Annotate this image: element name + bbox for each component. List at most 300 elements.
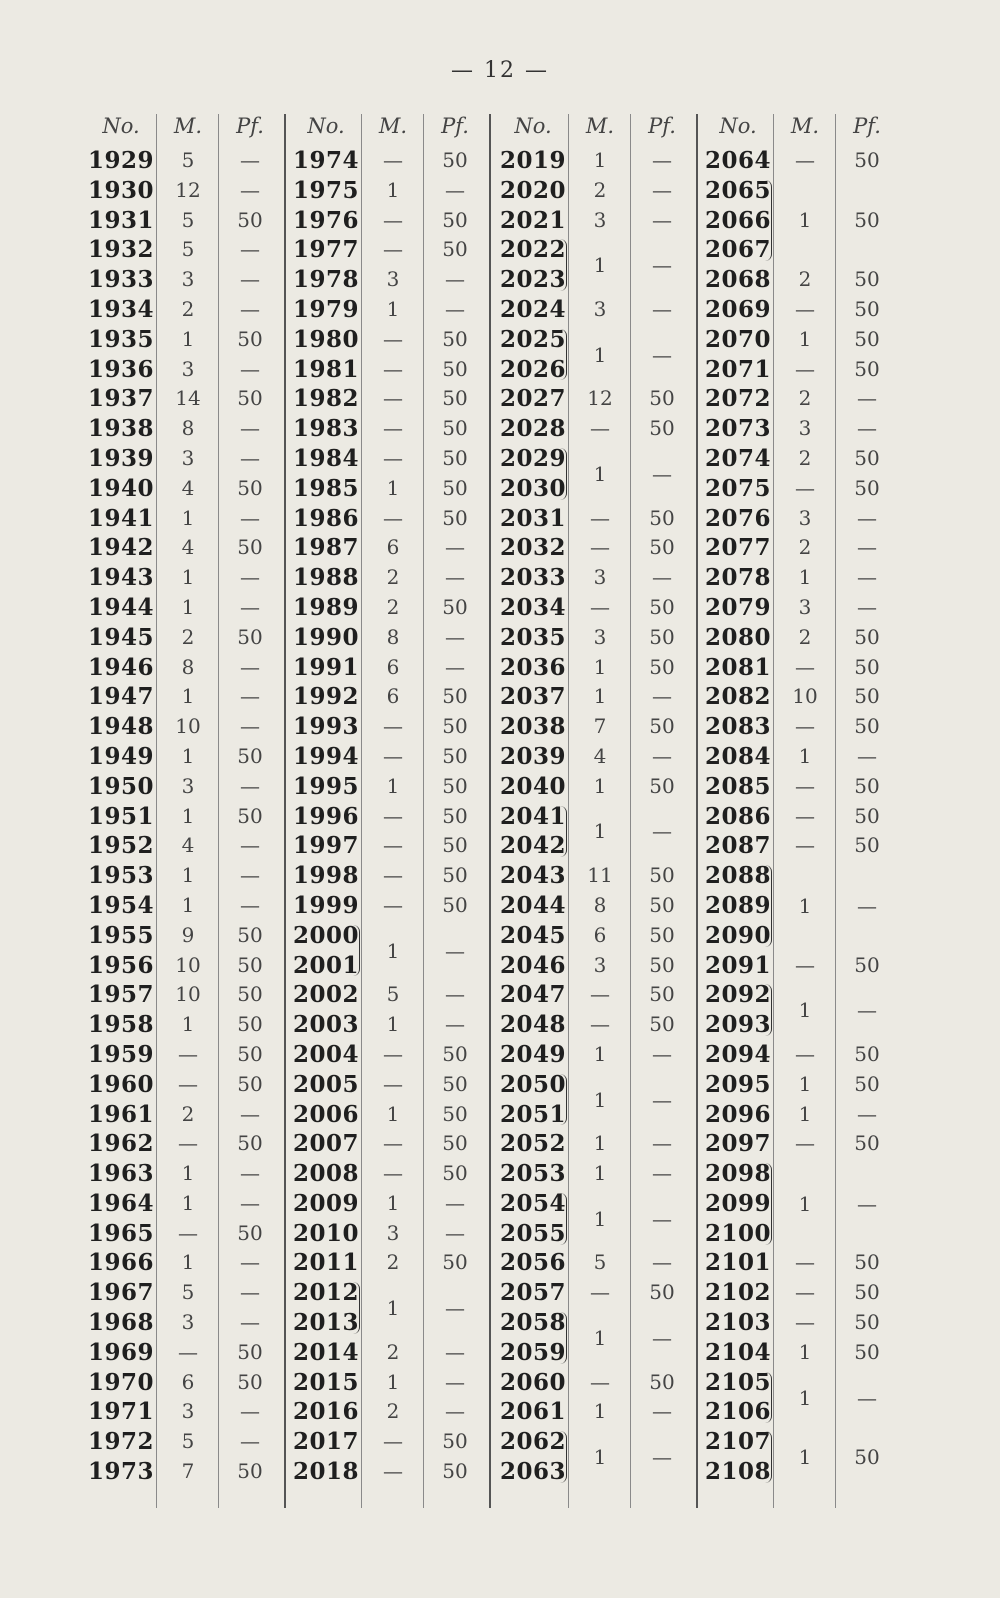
amount-pfennig: — [652, 177, 672, 202]
amount-marks: 12 [175, 177, 201, 202]
table-row [86, 1308, 291, 1338]
table-row [86, 831, 291, 861]
entry-number: 1963 [87, 1160, 154, 1188]
table-row [86, 1427, 291, 1457]
table-row [703, 414, 908, 444]
amount-pfennig: 50 [237, 1071, 263, 1096]
amount-marks: 1 [798, 743, 812, 768]
amount-marks: 3 [181, 773, 195, 798]
table-row [498, 533, 703, 563]
entry-number: 2105 [704, 1368, 771, 1396]
table-row [86, 146, 291, 176]
amount-marks: 5 [181, 237, 195, 262]
amount-pfennig: 50 [854, 833, 880, 858]
amount-pfennig: — [857, 594, 877, 619]
entry-number: 2040 [499, 772, 566, 800]
amount-pfennig: — [445, 1190, 465, 1215]
entry-number: 1985 [292, 474, 359, 502]
amount-pfennig: — [240, 714, 260, 739]
table-row [703, 1129, 908, 1159]
amount-pfennig: — [445, 1012, 465, 1037]
entry-number: 2082 [704, 683, 771, 711]
table-row [703, 653, 908, 683]
entry-number: 2070 [704, 325, 771, 353]
table-row [86, 712, 291, 742]
entry-number: 2044 [499, 891, 566, 919]
entry-number: 1957 [87, 981, 154, 1009]
amount-pfennig: 50 [649, 773, 675, 798]
entry-number: 2028 [499, 415, 566, 443]
amount-marks: 3 [798, 416, 812, 441]
table-row [498, 295, 703, 325]
table-row [703, 474, 908, 504]
amount-pfennig: 50 [649, 892, 675, 917]
table-row [86, 533, 291, 563]
entry-number: 2072 [704, 385, 771, 413]
table-row [498, 1248, 703, 1278]
amount-marks: — [383, 207, 403, 232]
amount-pfennig: — [445, 267, 465, 292]
amount-marks: 1 [386, 773, 400, 798]
entry-number: 2030 [499, 474, 566, 502]
entry-number: 2031 [499, 504, 566, 532]
table-row [291, 384, 496, 414]
entry-number: 1956 [87, 951, 154, 979]
entry-number: 1937 [87, 385, 154, 413]
amount-pfennig: 50 [442, 743, 468, 768]
amount-pfennig: — [857, 386, 877, 411]
table-row [498, 563, 703, 593]
entry-number: 2052 [499, 1130, 566, 1158]
group-amount-pfennig: — [652, 1445, 672, 1470]
entry-number: 2090 [704, 921, 771, 949]
amount-marks: 1 [593, 1399, 607, 1424]
table-row [498, 623, 703, 653]
amount-marks: — [590, 1012, 610, 1037]
entry-number: 1955 [87, 921, 154, 949]
amount-pfennig: 50 [854, 1280, 880, 1305]
table-row [498, 593, 703, 623]
amount-pfennig: — [240, 445, 260, 470]
group-amount-pfennig: — [652, 819, 672, 844]
amount-marks: 2 [386, 594, 400, 619]
amount-pfennig: — [445, 982, 465, 1007]
amount-marks: 2 [798, 267, 812, 292]
group-amount-marks: 1 [798, 1445, 812, 1470]
group-amount-pfennig: — [652, 461, 672, 486]
entry-number: 1931 [87, 206, 154, 234]
entry-number: 2093 [704, 1011, 771, 1039]
amount-pfennig: — [240, 356, 260, 381]
amount-pfennig: — [240, 1310, 260, 1335]
group-amount-pfennig: — [652, 1325, 672, 1350]
entry-number: 1993 [292, 713, 359, 741]
table-rows [291, 146, 496, 1487]
entry-number: 2078 [704, 564, 771, 592]
entry-number: 2022 [499, 236, 566, 264]
amount-marks: 2 [386, 1399, 400, 1424]
amount-pfennig: — [445, 1220, 465, 1245]
entry-number: 1996 [292, 802, 359, 830]
amount-pfennig: 50 [649, 982, 675, 1007]
amount-marks: 2 [181, 296, 195, 321]
table-row [291, 593, 496, 623]
table-row [703, 1338, 908, 1368]
header-m: M. [585, 114, 615, 138]
amount-pfennig: 50 [854, 445, 880, 470]
amount-marks: 1 [181, 743, 195, 768]
amount-pfennig: 50 [237, 743, 263, 768]
table-row [86, 1457, 291, 1487]
amount-pfennig: 50 [237, 624, 263, 649]
amount-marks: — [383, 1161, 403, 1186]
entry-number: 1997 [292, 832, 359, 860]
entry-number: 2088 [704, 862, 771, 890]
entry-number: 1948 [87, 713, 154, 741]
header-pf: Pf. [648, 114, 676, 138]
table-row [291, 1248, 496, 1278]
amount-marks: — [590, 1280, 610, 1305]
entry-number: 2042 [499, 832, 566, 860]
amount-pfennig: 50 [442, 326, 468, 351]
entry-number: 2085 [704, 772, 771, 800]
amount-pfennig: 50 [237, 1369, 263, 1394]
table-row [291, 1100, 496, 1130]
entry-number: 2038 [499, 713, 566, 741]
amount-marks: — [795, 773, 815, 798]
amount-marks: 3 [798, 505, 812, 530]
entry-number: 1958 [87, 1011, 154, 1039]
table-row [291, 802, 496, 832]
entry-number: 2064 [704, 147, 771, 174]
amount-marks: 6 [593, 922, 607, 947]
amount-marks: 2 [181, 1101, 195, 1126]
amount-pfennig: 50 [237, 1339, 263, 1364]
amount-pfennig: 50 [237, 535, 263, 560]
amount-pfennig: 50 [442, 1459, 468, 1484]
amount-pfennig: 50 [649, 922, 675, 947]
amount-pfennig: — [652, 1131, 672, 1156]
amount-marks: — [795, 1310, 815, 1335]
group-brace [560, 1193, 567, 1245]
amount-pfennig: 50 [442, 684, 468, 709]
amount-pfennig: 50 [237, 1459, 263, 1484]
amount-pfennig: 50 [442, 714, 468, 739]
table-row [498, 712, 703, 742]
amount-pfennig: 50 [237, 207, 263, 232]
amount-marks: 1 [386, 1012, 400, 1037]
amount-pfennig: 50 [237, 1220, 263, 1245]
entry-number: 2027 [499, 385, 566, 413]
table-row [291, 861, 496, 891]
table-row [291, 1397, 496, 1427]
table-row [291, 146, 496, 176]
amount-pfennig: 50 [854, 296, 880, 321]
entry-number: 2010 [292, 1219, 359, 1247]
entry-number: 1980 [292, 325, 359, 353]
table-row [498, 1159, 703, 1189]
table-row [86, 474, 291, 504]
group-amount-pfennig: — [652, 342, 672, 367]
amount-marks: — [383, 1459, 403, 1484]
amount-pfennig: 50 [649, 594, 675, 619]
entry-number: 1944 [87, 593, 154, 621]
amount-marks: 8 [181, 654, 195, 679]
group-amount-pfennig: 50 [854, 1445, 880, 1470]
amount-pfennig: — [445, 1339, 465, 1364]
entry-number: 2011 [292, 1249, 359, 1277]
entry-number: 2092 [704, 981, 771, 1009]
entry-number: 2071 [704, 355, 771, 383]
entry-number: 2019 [499, 147, 566, 174]
entry-number: 2009 [292, 1189, 359, 1217]
entry-number: 2014 [292, 1338, 359, 1366]
table-row [86, 563, 291, 593]
entry-number: 2017 [292, 1428, 359, 1456]
entry-number: 1942 [87, 534, 154, 562]
entry-number: 1984 [292, 444, 359, 472]
entry-number: 2086 [704, 802, 771, 830]
table-row [703, 295, 908, 325]
amount-marks: 1 [181, 803, 195, 828]
amount-pfennig: 50 [442, 1131, 468, 1156]
header-pf: Pf. [853, 114, 881, 138]
amount-pfennig: 50 [442, 356, 468, 381]
table-row [86, 802, 291, 832]
amount-marks: 4 [181, 475, 195, 500]
amount-pfennig: 50 [649, 1369, 675, 1394]
amount-marks: — [383, 1041, 403, 1066]
amount-pfennig: — [652, 743, 672, 768]
table-row [291, 712, 496, 742]
amount-marks: 6 [386, 654, 400, 679]
amount-marks: 2 [798, 386, 812, 411]
amount-pfennig: — [652, 1161, 672, 1186]
amount-pfennig: — [240, 177, 260, 202]
table-row [291, 504, 496, 534]
amount-marks: 2 [386, 1250, 400, 1275]
entry-number: 2068 [704, 266, 771, 294]
entry-number: 1950 [87, 772, 154, 800]
group-amount-pfennig: — [445, 938, 465, 963]
group-amount-marks: 1 [798, 893, 812, 918]
amount-marks: 3 [593, 624, 607, 649]
table-block-3 [498, 108, 703, 1508]
table-row [703, 1248, 908, 1278]
amount-pfennig: 50 [854, 714, 880, 739]
amount-pfennig: 50 [854, 1071, 880, 1096]
amount-marks: 1 [386, 296, 400, 321]
entry-number: 2013 [292, 1309, 359, 1337]
entry-number: 2067 [704, 236, 771, 264]
amount-marks: 6 [181, 1369, 195, 1394]
amount-marks: — [383, 1429, 403, 1454]
amount-marks: 4 [181, 833, 195, 858]
table-block-1 [86, 108, 291, 1508]
entry-number: 1973 [87, 1458, 154, 1486]
entry-number: 2043 [499, 862, 566, 890]
amount-pfennig: 50 [442, 386, 468, 411]
table-row [291, 533, 496, 563]
group-amount-pfennig: 50 [854, 208, 880, 233]
entry-number: 2053 [499, 1160, 566, 1188]
amount-pfennig: — [240, 654, 260, 679]
entry-number: 2034 [499, 593, 566, 621]
amount-pfennig: 50 [237, 475, 263, 500]
table-block-2 [291, 108, 496, 1508]
amount-marks: 1 [181, 505, 195, 530]
entry-number: 2033 [499, 564, 566, 592]
group-brace [765, 180, 772, 261]
entry-number: 1961 [87, 1100, 154, 1128]
entry-number: 2065 [704, 176, 771, 204]
amount-pfennig: 50 [237, 386, 263, 411]
group-amount-pfennig: — [857, 1385, 877, 1410]
amount-marks: — [383, 863, 403, 888]
amount-marks: 5 [181, 1429, 195, 1454]
table-row [291, 325, 496, 355]
entry-number: 2108 [704, 1458, 771, 1486]
amount-pfennig: 50 [237, 1041, 263, 1066]
header-pf: Pf. [441, 114, 469, 138]
entry-number: 2055 [499, 1219, 566, 1247]
number-table [86, 108, 908, 1508]
amount-marks: — [795, 714, 815, 739]
entry-number: 1981 [292, 355, 359, 383]
amount-marks: 1 [798, 1071, 812, 1096]
amount-pfennig: — [445, 535, 465, 560]
amount-pfennig: 50 [854, 1131, 880, 1156]
table-row [291, 355, 496, 385]
entry-number: 2081 [704, 653, 771, 681]
amount-pfennig: 50 [649, 535, 675, 560]
entry-number: 2094 [704, 1040, 771, 1068]
amount-marks: — [383, 148, 403, 172]
amount-pfennig: — [445, 624, 465, 649]
table-row [498, 891, 703, 921]
entry-number: 2069 [704, 295, 771, 323]
amount-marks: 10 [175, 714, 201, 739]
entry-number: 2062 [499, 1428, 566, 1456]
group-amount-marks: 1 [593, 342, 607, 367]
amount-pfennig: 50 [649, 505, 675, 530]
table-row [703, 623, 908, 653]
entry-number: 2104 [704, 1338, 771, 1366]
amount-marks: 5 [386, 982, 400, 1007]
entry-number: 2073 [704, 415, 771, 443]
group-brace [353, 1282, 360, 1334]
amount-pfennig: 50 [649, 1012, 675, 1037]
amount-pfennig: — [445, 296, 465, 321]
table-row [86, 951, 291, 981]
amount-pfennig: 50 [854, 773, 880, 798]
amount-marks: 1 [798, 1101, 812, 1126]
amount-pfennig: 50 [649, 386, 675, 411]
table-row [291, 653, 496, 683]
entry-number: 2012 [292, 1279, 359, 1307]
header-m: M. [378, 114, 408, 138]
amount-marks: — [795, 1280, 815, 1305]
table-row [498, 414, 703, 444]
amount-pfennig: 50 [854, 803, 880, 828]
entry-number: 1960 [87, 1070, 154, 1098]
group-amount-marks: 1 [593, 1325, 607, 1350]
amount-pfennig: 50 [442, 475, 468, 500]
entry-number: 2048 [499, 1011, 566, 1039]
amount-pfennig: — [857, 743, 877, 768]
table-row [86, 1159, 291, 1189]
amount-pfennig: 50 [237, 922, 263, 947]
entry-number: 1991 [292, 653, 359, 681]
table-row [291, 295, 496, 325]
entry-number: 2060 [499, 1368, 566, 1396]
amount-marks: — [383, 237, 403, 262]
group-amount-pfennig: — [857, 893, 877, 918]
entry-number: 1972 [87, 1428, 154, 1456]
amount-pfennig: 50 [237, 1131, 263, 1156]
amount-pfennig: 50 [649, 714, 675, 739]
amount-marks: 3 [386, 267, 400, 292]
table-row [703, 1070, 908, 1100]
amount-marks: 5 [181, 148, 195, 172]
entry-number: 2076 [704, 504, 771, 532]
amount-marks: — [383, 326, 403, 351]
entry-number: 1995 [292, 772, 359, 800]
table-row [703, 355, 908, 385]
amount-pfennig: — [445, 1369, 465, 1394]
table-row [291, 265, 496, 295]
amount-pfennig: 50 [854, 1310, 880, 1335]
group-brace [560, 239, 567, 291]
entry-number: 1941 [87, 504, 154, 532]
entry-number: 1986 [292, 504, 359, 532]
table-row [703, 682, 908, 712]
amount-marks: 10 [175, 952, 201, 977]
amount-marks: 1 [798, 1339, 812, 1364]
amount-pfennig: 50 [442, 237, 468, 262]
entry-number: 2029 [499, 444, 566, 472]
entry-number: 1945 [87, 623, 154, 651]
amount-pfennig: 50 [442, 505, 468, 530]
amount-marks: — [795, 356, 815, 381]
entry-number: 2075 [704, 474, 771, 502]
amount-marks: — [383, 714, 403, 739]
entry-number: 1943 [87, 564, 154, 592]
amount-marks: 3 [798, 594, 812, 619]
group-brace [765, 984, 772, 1036]
amount-marks: 9 [181, 922, 195, 947]
entry-number: 2025 [499, 325, 566, 353]
amount-pfennig: — [240, 1161, 260, 1186]
amount-marks: — [795, 148, 815, 172]
amount-pfennig: 50 [854, 356, 880, 381]
amount-marks: — [383, 505, 403, 530]
group-amount-marks: 1 [386, 1296, 400, 1321]
entry-number: 2004 [292, 1040, 359, 1068]
entry-number: 1949 [87, 742, 154, 770]
entry-number: 1940 [87, 474, 154, 502]
amount-pfennig: 50 [442, 207, 468, 232]
amount-pfennig: 50 [649, 952, 675, 977]
table-row [86, 414, 291, 444]
table-row [86, 1219, 291, 1249]
entry-number: 1982 [292, 385, 359, 413]
amount-marks: 3 [181, 267, 195, 292]
header-no: No. [102, 114, 140, 138]
table-row [291, 682, 496, 712]
table-row [291, 414, 496, 444]
table-row [86, 265, 291, 295]
